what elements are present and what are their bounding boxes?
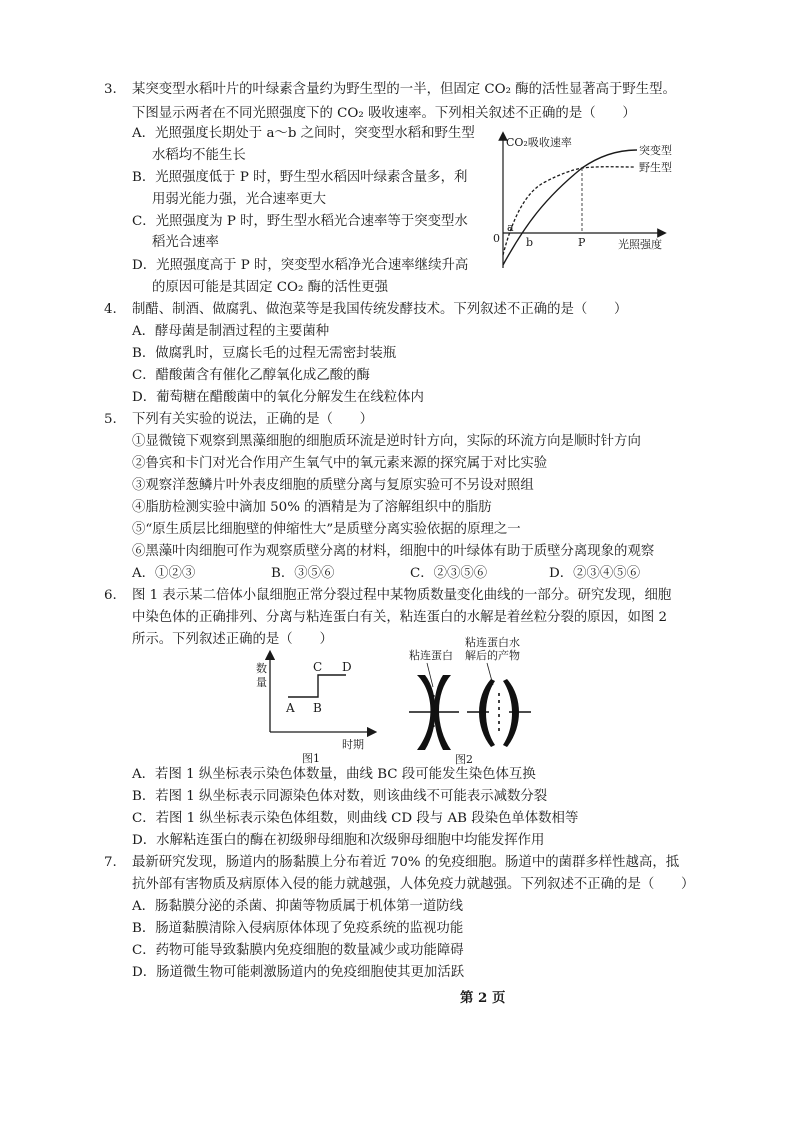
question-6-option-c: C．若图 1 纵坐标表示染色体组数，则曲线 CD 段与 AB 段染色单体数相等 xyxy=(132,811,579,826)
fig1-x-label: 时期 xyxy=(342,738,364,751)
question-6-number: 6. xyxy=(104,588,117,603)
fig1-caption: 图1 xyxy=(302,752,320,765)
question-7-stem-line2: 抗外部有害物质及病原体入侵的能力就越强，人体免疫力就越强。下列叙述不正确的是（ ） xyxy=(132,877,695,892)
fig1-step-line xyxy=(288,675,346,697)
fig1-point-c: C xyxy=(313,660,323,674)
question-5-statement-5: ⑤“原生质层比细胞壁的伸缩性大”是质壁分离实验依据的原理之一 xyxy=(132,522,521,537)
question-6-option-d: D．水解粘连蛋白的酶在初级卵母细胞和次级卵母细胞中均能发挥作用 xyxy=(132,833,545,848)
question-7-stem-line1: 最新研究发现，肠道内的肠黏膜上分布着近 70% 的免疫细胞。肠道中的菌群多样性越高，抵 xyxy=(132,855,680,870)
question-6-option-b: B．若图 1 纵坐标表示同源染色体对数，则该曲线不可能表示减数分裂 xyxy=(132,789,548,804)
question-3-stem-line2: 下图显示两者在不同光照强度下的 CO₂ 吸收速率。下列相关叙述不正确的是（ ） xyxy=(132,106,636,121)
fig2-product-label-2: 解后的产物 xyxy=(465,649,520,662)
fig2-separated-left xyxy=(479,679,495,747)
question-3-option-c-line2: 稻光合速率 xyxy=(152,235,219,250)
question-5-statement-1: ①显微镜下观察到黑藻细胞的细胞质环流是逆时针方向，实际的环流方向是顺时针方向 xyxy=(132,434,641,449)
question-7-option-c: C．药物可能导致黏膜内免疫细胞的数量减少或功能障碍 xyxy=(132,943,464,958)
question-3-option-b-line2: 用弱光能力强，光合速率更大 xyxy=(152,192,327,207)
question-7-option-a: A．肠黏膜分泌的杀菌、抑菌等物质属于机体第一道防线 xyxy=(132,899,464,914)
fig1-y-label-2: 量 xyxy=(256,676,267,689)
question-6-stem-line3: 所示。下列叙述正确的是（ ） xyxy=(132,632,333,647)
question-3-number: 3. xyxy=(104,82,117,97)
question-5-number: 5. xyxy=(104,412,117,427)
question-7-number: 7. xyxy=(104,855,117,870)
co2-a-label: a xyxy=(507,221,514,234)
fig2-cohesin-label: 粘连蛋白 xyxy=(409,649,453,662)
question-5-statement-3: ③观察洋葱鳞片叶外表皮细胞的质壁分离与复原实验可不另设对照组 xyxy=(132,478,534,493)
question-7-option-d: D．肠道微生物可能刺激肠道内的免疫细胞使其更加活跃 xyxy=(132,965,465,980)
question-3-stem-line1: 某突变型水稻叶片的叶绿素含量约为野生型的一半，但固定 CO₂ 酶的活性显著高于野生型。 xyxy=(132,82,676,97)
question-3-option-a-line1: A．光照强度长期处于 a～b 之间时，突变型水稻和野生型 xyxy=(132,126,475,141)
question-4-stem: 制醋、制酒、做腐乳、做泡菜等是我国传统发酵技术。下列叙述不正确的是（ ） xyxy=(132,302,628,317)
figure-1-step-curve xyxy=(250,650,380,765)
co2-uptake-figure xyxy=(490,130,710,270)
question-5-option-b: B．③⑤⑥ xyxy=(271,566,335,581)
question-4-option-c: C．醋酸菌含有催化乙醇氧化成乙酸的酶 xyxy=(132,368,370,383)
question-5-option-d: D．②③④⑤⑥ xyxy=(549,566,641,581)
question-4-number: 4. xyxy=(104,302,117,317)
fig2-separated-right xyxy=(503,679,519,747)
fig2-product-label-1: 粘连蛋白水 xyxy=(465,636,520,649)
question-7-option-b: B．肠道黏膜清除入侵病原体体现了免疫系统的监视功能 xyxy=(132,921,464,936)
question-3-option-d-line1: D．光照强度高于 P 时，突变型水稻净光合速率继续升高 xyxy=(132,258,469,273)
co2-y-label: CO₂吸收速率 xyxy=(506,136,572,149)
question-4-option-d: D．葡萄糖在醋酸菌中的氧化分解发生在线粒体内 xyxy=(132,390,424,405)
co2-p-label: P xyxy=(578,236,586,249)
question-4-option-a: A．酵母菌是制酒过程的主要菌种 xyxy=(132,324,330,339)
wild-type-label: 野生型 xyxy=(639,161,672,174)
question-3-option-b-line1: B．光照强度低于 P 时，野生型水稻因叶绿素含量多，利 xyxy=(132,170,468,185)
question-5-statement-6: ⑥黑藻叶肉细胞可作为观察质壁分离的材料，细胞中的叶绿体有助于质壁分离现象的观察 xyxy=(132,544,655,559)
fig1-point-b: B xyxy=(313,701,322,715)
question-4-option-b: B．做腐乳时，豆腐长毛的过程无需密封装瓶 xyxy=(132,346,397,361)
question-5-statement-4: ④脂肪检测实验中滴加 50% 的酒精是为了溶解组织中的脂肪 xyxy=(132,500,492,515)
co2-x-label: 光照强度 xyxy=(618,238,662,251)
page-number: 第 2 页 xyxy=(460,990,506,1006)
question-5-option-c: C．②③⑤⑥ xyxy=(410,566,488,581)
question-5-option-a: A．①②③ xyxy=(132,566,196,581)
question-6-stem-line1: 图 1 表示某二倍体小鼠细胞正常分裂过程中某物质数量变化曲线的一部分。研究发现，细胞 xyxy=(132,588,672,603)
fig1-point-d: D xyxy=(342,660,352,674)
fig1-point-a: A xyxy=(286,701,295,715)
figure-2-cohesin xyxy=(395,635,555,765)
mutant-label: 突变型 xyxy=(639,144,672,157)
question-6-option-a: A．若图 1 纵坐标表示染色体数量，曲线 BC 段可能发生染色体互换 xyxy=(132,767,536,782)
co2-origin-label: 0 xyxy=(493,232,500,245)
fig2-caption: 图2 xyxy=(455,753,473,765)
question-3-option-d-line2: 的原因可能是其固定 CO₂ 酶的活性更强 xyxy=(152,280,388,295)
co2-b-label: b xyxy=(526,236,534,249)
question-3-option-c-line1: C．光照强度为 P 时，野生型水稻光合速率等于突变型水 xyxy=(132,214,468,229)
question-6-stem-line2: 中染色体的正确排列、分离与粘连蛋白有关，粘连蛋白的水解是着丝粒分裂的原因，如图 2 xyxy=(132,610,668,625)
fig1-y-label-1: 数 xyxy=(256,662,267,675)
question-5-statement-2: ②鲁宾和卡门对光合作用产生氧气中的氧元素来源的探究属于对比实验 xyxy=(132,456,548,471)
question-3-option-a-line2: 水稻均不能生长 xyxy=(152,148,246,163)
question-5-stem: 下列有关实验的说法，正确的是（ ） xyxy=(132,412,374,427)
